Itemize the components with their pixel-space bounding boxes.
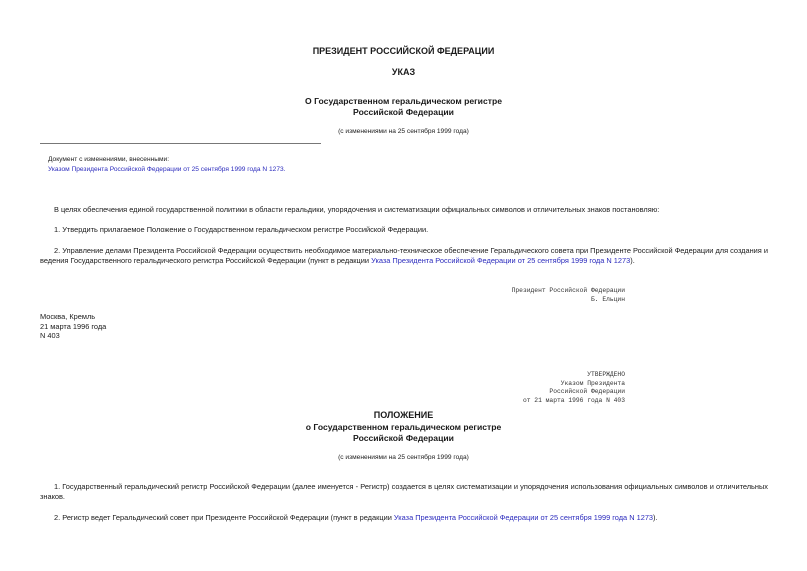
- regulation-subtitle-line1: о Государственном геральдическом регистре: [305, 422, 502, 432]
- regulation-amendments: (с изменениями на 25 сентября 1999 года): [338, 454, 469, 461]
- regulation-item-2-end: ).: [653, 513, 658, 522]
- decree-item-2: [40, 246, 768, 265]
- preamble-paragraph: В целях обеспечения единой государственной политики в области геральдики, упорядочения и систематизации официальных символов и отличительных знаков постановляю:: [54, 205, 660, 214]
- approval-block: [523, 371, 625, 405]
- doc-note-link[interactable]: Указом Президента Российской Федерации от 25 сентября 1999 года N 1273.: [48, 166, 286, 173]
- divider: [40, 143, 321, 144]
- signature-name: Б. Ельцин: [590, 295, 625, 303]
- signature-block: [512, 287, 625, 304]
- president-heading: ПРЕЗИДЕНТ РОССИЙСКОЙ ФЕДЕРАЦИИ: [312, 46, 495, 56]
- date: 21 марта 1996 года: [40, 321, 107, 331]
- decree-item-2-link[interactable]: Указа Президента Российской Федерации от 25 сентября 1999 года N 1273: [371, 255, 631, 265]
- decree-number: N 403: [40, 331, 60, 341]
- decree-heading: УКАЗ: [391, 67, 416, 77]
- approval-line-3: Российской Федерации: [549, 388, 625, 395]
- place: Москва, Кремль: [40, 312, 96, 321]
- decree-item-2-text: 2. Управление делами Президента Российской Федерации осуществить необходимое материально-техническое обеспечение Геральдического совета при Президенте Российской Федерации для создания и ведения Государственного геральдического регистра Российской Федерации (пункт в редакции: [40, 246, 768, 265]
- approval-line-2: Указом Президента: [560, 379, 625, 387]
- approval-line-4: от 21 марта 1996 года N 403: [522, 396, 625, 404]
- approval-line-1: УТВЕРЖДЕНО: [587, 371, 625, 378]
- regulation-item-2-link[interactable]: Указа Президента Российской Федерации от 25 сентября 1999 года N 1273: [393, 513, 654, 522]
- regulation-title: ПОЛОЖЕНИЕ: [373, 410, 434, 420]
- regulation-subtitle-line2: Российской Федерации: [353, 433, 454, 443]
- doc-note-label: Документ с изменениями, внесенными:: [48, 156, 170, 163]
- signature-title: Президент Российской Федерации: [511, 287, 625, 294]
- decree-item-1: 1. Утвердить прилагаемое Положение о Государственном геральдическом регистре Российской Федерации.: [54, 225, 429, 234]
- decree-title-line1: О Государственном геральдическом регистре: [305, 96, 502, 106]
- regulation-item-2-text: 2. Регистр ведет Геральдический совет при Президенте Российской Федерации (пункт в редакции: [54, 513, 394, 522]
- place-date-block: [40, 312, 106, 341]
- regulation-item-1: 1. Государственный геральдический регистр Российской Федерации (далее именуется - Регистр) создается в целях систематизации и упорядочения использования официальных символов и отличительных знаков.: [40, 482, 768, 501]
- decree-amendments: (с изменениями на 25 сентября 1999 года): [338, 128, 469, 135]
- decree-item-2-end: ).: [630, 255, 635, 265]
- regulation-item-2: [40, 513, 768, 523]
- decree-title-line2: Российской Федерации: [353, 107, 454, 117]
